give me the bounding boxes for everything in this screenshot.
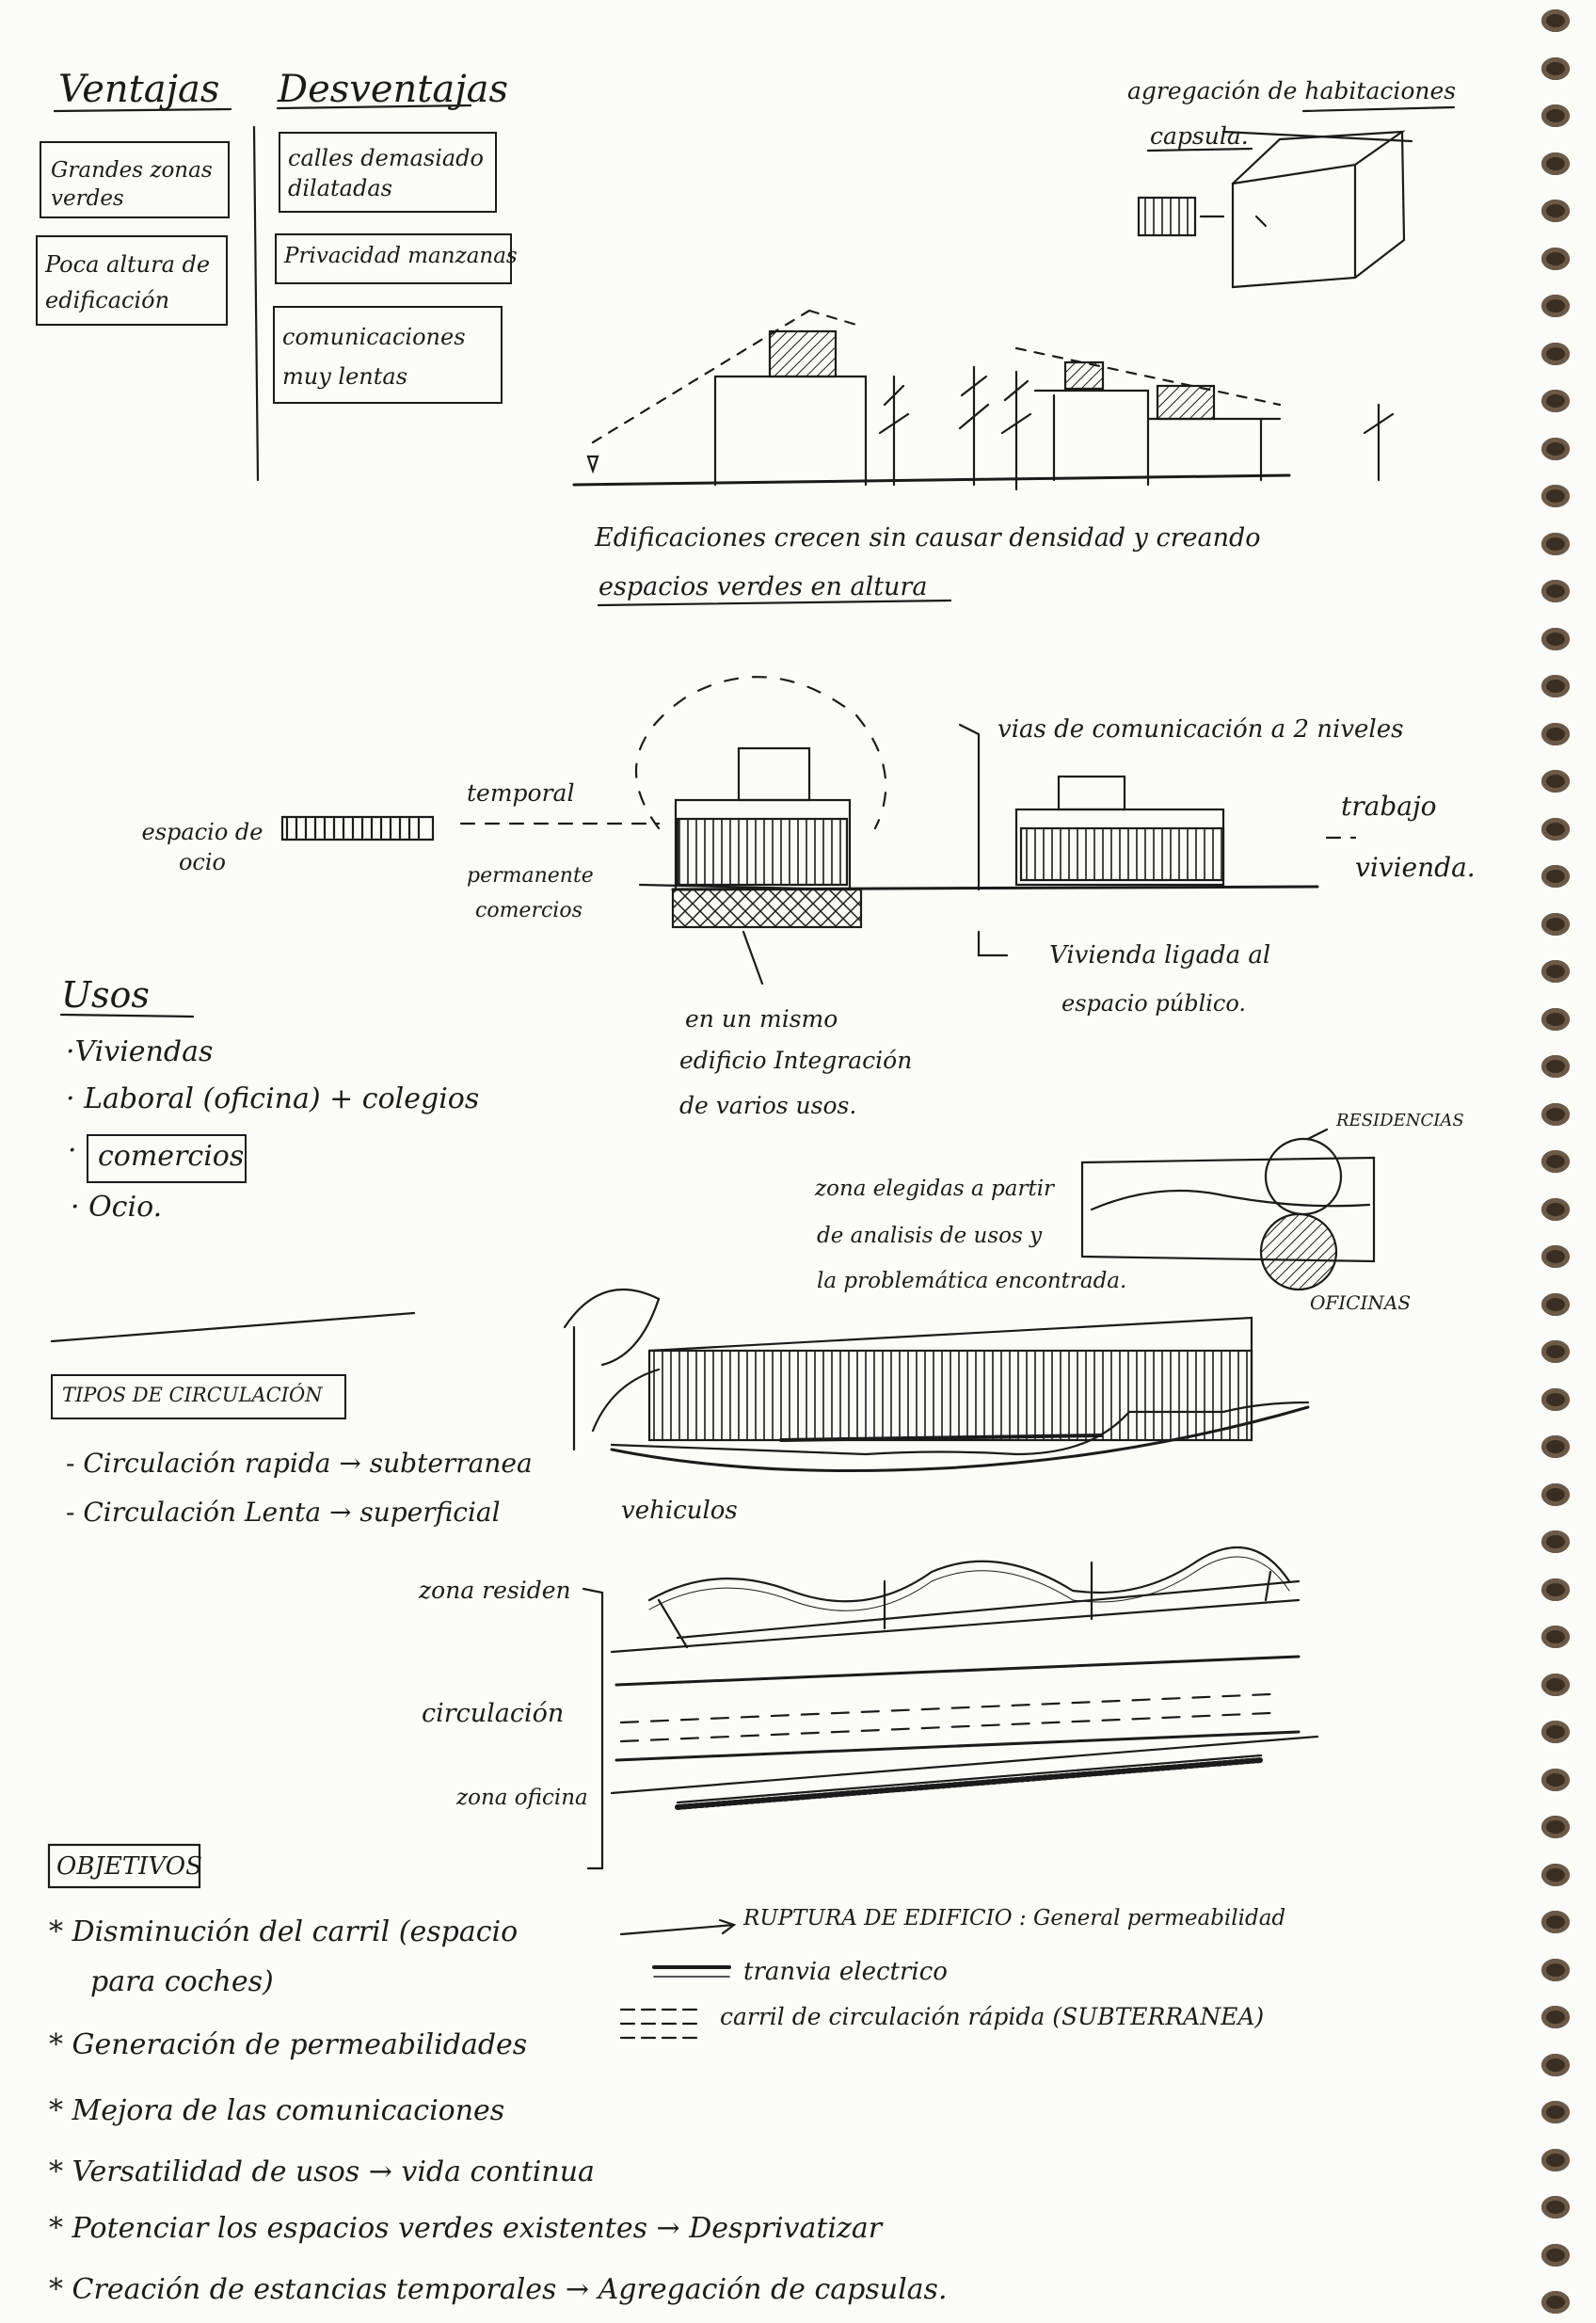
- binding-ring: [1541, 533, 1570, 555]
- binding-ring: [1541, 1340, 1570, 1363]
- binding-ring: [1541, 104, 1570, 127]
- binding-ring: [1541, 438, 1570, 460]
- vivienda-ligada-line1: Vivienda ligada al: [1049, 941, 1271, 969]
- binding-ring: [1541, 1769, 1570, 1791]
- binding-ring: [1541, 485, 1570, 507]
- binding-ring: [1541, 1721, 1570, 1743]
- objetivo-1-cont: para coches): [90, 1965, 274, 1998]
- usos-item-3-box: [87, 1134, 247, 1183]
- binding-ring: [1541, 1911, 1570, 1933]
- binding-ring: [1541, 1435, 1570, 1458]
- legend-ruptura: RUPTURA DE EDIFICIO : General permeabilidad: [743, 1906, 1286, 1930]
- objetivo-3: * Mejora de las comunicaciones: [49, 2094, 505, 2127]
- desventajas-heading: Desventajas: [278, 68, 508, 111]
- residencias-label: RESIDENCIAS: [1336, 1111, 1464, 1130]
- desventaja-box-2: [275, 233, 518, 284]
- legend-tranvia: tranvia electrico: [743, 1958, 948, 1986]
- binding-ring: [1541, 1816, 1570, 1838]
- ventaja-item-1: Grandes zonas verdes: [51, 158, 213, 211]
- usos-item-4: · Ocio.: [71, 1191, 163, 1224]
- objetivo-5: * Potenciar los espacios verdes existentes → Desprivatizar: [49, 2212, 883, 2245]
- mismo-edificio-line2: edificio Integración: [679, 1047, 913, 1074]
- binding-ring: [1541, 723, 1570, 745]
- usos-item-2: · Laboral (oficina) + colegios: [66, 1082, 480, 1115]
- mismo-edificio-line1: en un mismo: [685, 1005, 838, 1033]
- desventaja-item-2: Privacidad manzanas: [284, 244, 518, 268]
- binding-ring: [1541, 1388, 1570, 1411]
- capsule-label-line2: capsula.: [1150, 122, 1249, 150]
- desventaja-box-1: [279, 132, 497, 213]
- mismo-edificio-line3: de varios usos.: [679, 1092, 857, 1119]
- binding-ring: [1541, 1959, 1570, 1981]
- binding-ring: [1541, 2244, 1570, 2267]
- binding-ring: [1541, 770, 1570, 793]
- binding-ring: [1541, 1530, 1570, 1553]
- binding-ring: [1541, 248, 1570, 270]
- circulacion-heading-box: [51, 1374, 346, 1419]
- top-caption-line1: Edificaciones crecen sin causar densidad y creando: [595, 523, 1261, 553]
- binding-ring: [1541, 1198, 1570, 1221]
- binding-ring: [1541, 390, 1570, 412]
- objetivo-6: * Creación de estancias temporales → Agregación de capsulas.: [49, 2273, 948, 2306]
- zona-elegidas-line2: de analisis de usos y: [817, 1224, 1043, 1248]
- usos-item-1: ·Viviendas: [66, 1035, 214, 1068]
- binding-ring: [1541, 580, 1570, 602]
- objetivo-4: * Versatilidad de usos → vida continua: [49, 2155, 595, 2188]
- binding-ring: [1541, 865, 1570, 888]
- ventaja-item-2: Poca altura de edificación: [45, 251, 211, 313]
- binding-ring: [1541, 343, 1570, 365]
- binding-ring: [1541, 1483, 1570, 1506]
- zona-elegidas-line1: zona elegidas a partir: [815, 1177, 1055, 1201]
- binding-ring: [1541, 1055, 1570, 1078]
- binding-ring: [1541, 1293, 1570, 1316]
- vehiculos-label: vehiculos: [621, 1497, 738, 1525]
- desventaja-item-3: comunicaciones muy lentas: [282, 324, 466, 390]
- usos-item-3: comercios: [98, 1140, 245, 1173]
- desventaja-box-3: [273, 306, 503, 404]
- binding-ring: [1541, 200, 1570, 222]
- binding-ring: [1541, 2006, 1570, 2028]
- objetivo-1: * Disminución del carril (espacio: [49, 1915, 519, 1948]
- comercios-label: comercios: [475, 899, 583, 922]
- capsule-label-line1: agregación de habitaciones: [1127, 77, 1457, 104]
- binding-ring: [1541, 1245, 1570, 1268]
- desventaja-item-1: calles demasiado dilatadas: [288, 145, 484, 201]
- vivienda-label: vivienda.: [1355, 852, 1476, 883]
- usos-bullet-3: ·: [68, 1134, 77, 1167]
- permanente-label: permanente: [467, 864, 594, 888]
- objetivo-2: * Generación de permeabilidades: [49, 2028, 528, 2061]
- temporal-label: temporal: [467, 779, 575, 807]
- binding-ring: [1541, 2149, 1570, 2171]
- binding-ring: [1541, 57, 1570, 80]
- binding-ring: [1541, 960, 1570, 983]
- binding-ring: [1541, 2054, 1570, 2076]
- binding-ring: [1541, 1150, 1570, 1173]
- binding-ring: [1541, 2291, 1570, 2314]
- ventaja-box-2: [36, 235, 228, 326]
- circulacion-plan-label: circulación: [422, 1699, 565, 1728]
- zona-elegidas-line3: la problemática encontrada.: [817, 1269, 1127, 1293]
- zona-residen-label: zona residen: [419, 1577, 571, 1604]
- binding-ring: [1541, 295, 1570, 317]
- vivienda-ligada-line2: espacio público.: [1061, 990, 1247, 1017]
- binding-ring: [1541, 913, 1570, 936]
- binding-ring: [1541, 1578, 1570, 1601]
- spiral-binding: [1530, 0, 1596, 2323]
- binding-ring: [1541, 9, 1570, 32]
- trabajo-label: trabajo: [1341, 791, 1437, 822]
- top-caption-line2: espacios verdes en altura: [598, 572, 928, 601]
- objetivos-heading: OBJETIVOS: [56, 1852, 202, 1881]
- zona-oficina-label: zona oficina: [456, 1786, 588, 1810]
- oficinas-label: OFICINAS: [1310, 1291, 1412, 1314]
- ventaja-box-1: [40, 141, 230, 218]
- binding-ring: [1541, 152, 1570, 175]
- legend-carril: carril de circulación rápida (SUBTERRANEA): [720, 2003, 1265, 2030]
- espacio-ocio-label: espacio de ocio: [141, 819, 263, 875]
- ventajas-heading: Ventajas: [58, 68, 220, 111]
- circulacion-rapida: - Circulación rapida → subterranea: [66, 1448, 533, 1479]
- binding-ring: [1541, 818, 1570, 841]
- binding-ring: [1541, 675, 1570, 697]
- binding-ring: [1541, 1864, 1570, 1886]
- binding-ring: [1541, 2196, 1570, 2219]
- binding-ring: [1541, 628, 1570, 650]
- vias-label: vias de comunicación a 2 niveles: [998, 715, 1404, 744]
- binding-ring: [1541, 1626, 1570, 1648]
- binding-ring: [1541, 1103, 1570, 1126]
- binding-ring: [1541, 1674, 1570, 1696]
- circulacion-lenta: - Circulación Lenta → superficial: [66, 1497, 501, 1528]
- binding-ring: [1541, 1008, 1570, 1031]
- circulacion-heading: TIPOS DE CIRCULACIÓN: [62, 1384, 323, 1406]
- binding-ring: [1541, 2101, 1570, 2123]
- usos-heading: Usos: [61, 974, 150, 1016]
